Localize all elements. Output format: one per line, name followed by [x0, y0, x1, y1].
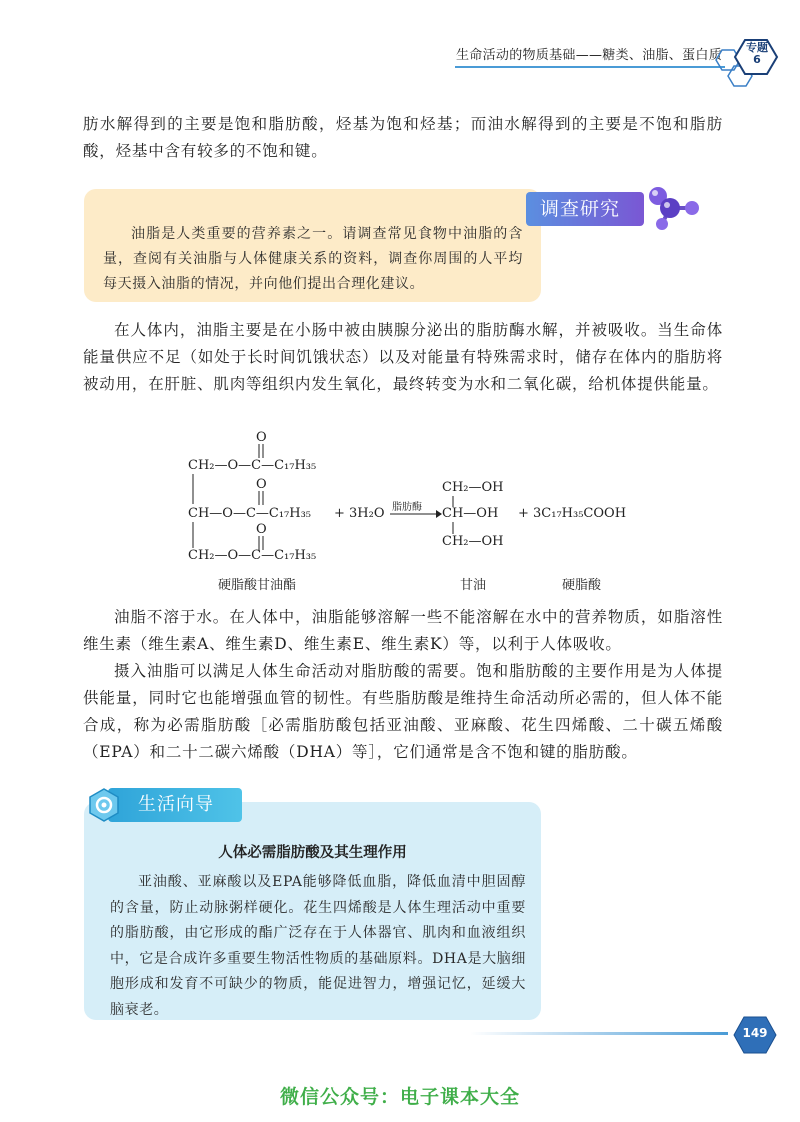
- header-rule: [455, 66, 725, 68]
- glycerol-name: 甘油: [460, 578, 487, 593]
- water-term: + 3H₂O: [334, 506, 385, 521]
- catalyst-label: 脂肪酶: [392, 502, 422, 513]
- paragraph-4: 摄入油脂可以满足人体生命活动对脂肪酸的需要。饱和脂肪酸的主要作用是为人体提供能量，同时它也能增强血管的韧性。有些脂肪酸是维持生命活动所必需的，但人体不能合成，称为必需脂肪酸［必需脂肪酸包括亚油酸、亚麻酸、花生四烯酸、二十碳五烯酸（EPA）和二十二碳六烯酸（DHA）等］，它们通常是含不饱和键的脂肪酸。: [83, 662, 723, 761]
- triglyceride-row-1: CH₂—O—C—C₁₇H₃₅: [188, 458, 317, 473]
- footer-rule: [470, 1032, 728, 1035]
- life-guide-heading: 人体必需脂肪酸及其生理作用: [218, 845, 407, 861]
- topic-number: 6: [753, 53, 761, 66]
- triglyceride-row-3: CH₂—O—C—C₁₇H₃₅: [188, 548, 317, 563]
- life-guide-tag: 生活向导: [108, 788, 242, 822]
- life-guide-text: 亚油酸、亚麻酸以及EPA能够降低血脂，降低血清中胆固醇的含量，防止动脉粥样硬化。花生四烯酸是人体生理活动中重要的脂肪酸，由它形成的酯广泛存在于人体器官、肌肉和血液组织中，它是合成许多重要生物活性物质的基础原料。DHA是大脑细胞形成和发育不可缺少的物质，能促进智力，增强记忆，延缓大脑衰老。: [110, 874, 526, 1018]
- research-tag: 调查研究: [526, 192, 644, 226]
- glycerol-row-1: CH₂—OH: [442, 480, 504, 495]
- paragraph-1: 肪水解得到的主要是饱和脂肪酸，烃基为饱和烃基；而油水解得到的主要是不饱和脂肪酸，烃基中含有较多的不饱和键。: [83, 115, 723, 160]
- paragraph-3: 油脂不溶于水。在人体中，油脂能够溶解一些不能溶解在水中的营养物质，如脂溶性维生素（维生素A、维生素D、维生素E、维生素K）等，以利于人体吸收。: [83, 608, 723, 653]
- watermark: 微信公众号：电子课本大全: [279, 1086, 520, 1108]
- hydrolysis-reaction: [170, 430, 670, 600]
- page-number: 149: [742, 1026, 768, 1040]
- oxygen-label-3: O: [256, 522, 267, 537]
- oxygen-label-1: O: [256, 430, 267, 445]
- triglyceride-row-2: CH—O—C—C₁₇H₃₅: [188, 506, 312, 521]
- stearic-acid-term: + 3C₁₇H₃₅COOH: [518, 506, 627, 521]
- molecule-icon: [640, 176, 710, 236]
- topic-label: 专题: [746, 41, 768, 54]
- glycerol-row-3: CH₂—OH: [442, 534, 504, 549]
- triglyceride-name: 硬脂酸甘油酯: [218, 578, 297, 593]
- life-guide-icon: [86, 787, 122, 823]
- chapter-title: 生命活动的物质基础——糖类、油脂、蛋白质: [456, 48, 723, 63]
- research-text: 油脂是人类重要的营养素之一。请调查常见食物中油脂的含量，查阅有关油脂与人体健康关系的资料，调查你周围的人平均每天摄入油脂的情况，并向他们提出合理化建议。: [103, 226, 523, 292]
- glycerol-row-2: CH—OH: [442, 506, 499, 521]
- topic-badge: [733, 42, 781, 66]
- paragraph-2: 在人体内，油脂主要是在小肠中被由胰腺分泌出的脂肪酶水解，并被吸收。当生命体能量供应不足（如处于长时间饥饿状态）以及对能量有特殊需求时，储存在体内的脂肪将被动用，在肝脏、肌肉等组织内发生氧化，最终转变为水和二氧化碳，给机体提供能量。: [83, 321, 723, 393]
- oxygen-label-2: O: [256, 477, 267, 492]
- stearic-acid-name: 硬脂酸: [562, 578, 602, 593]
